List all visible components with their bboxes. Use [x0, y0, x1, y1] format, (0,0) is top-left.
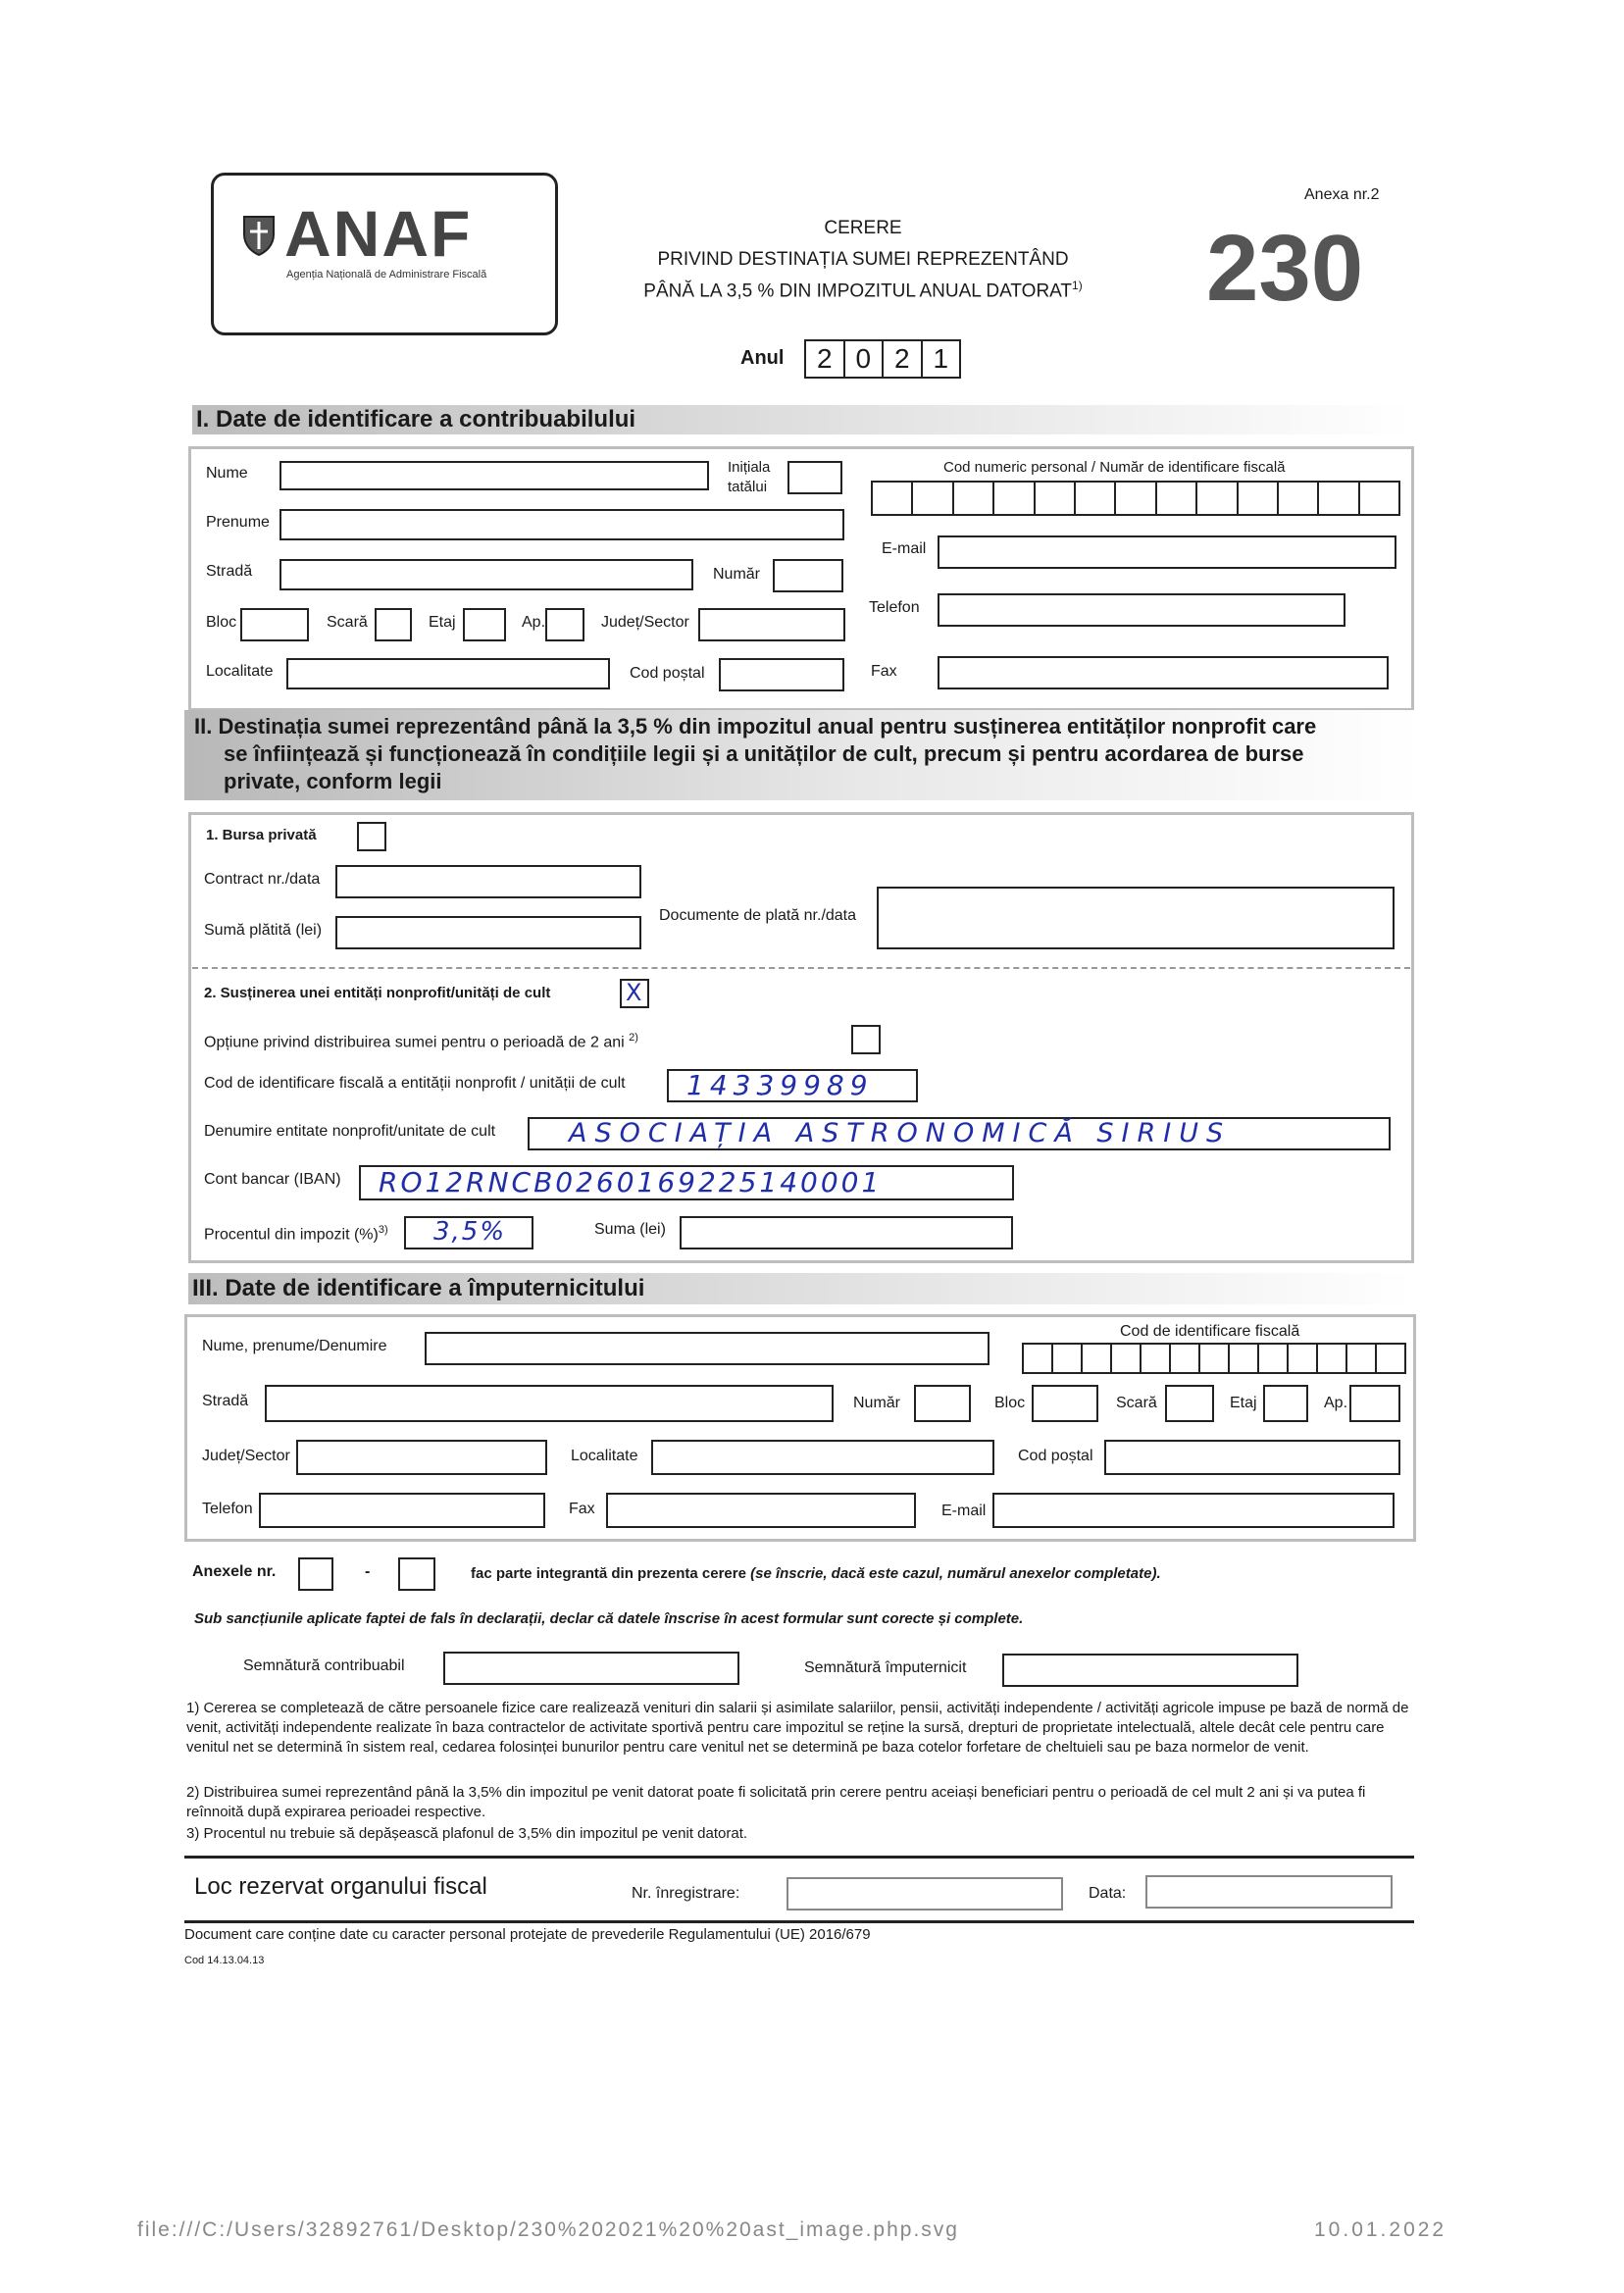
data-field[interactable] [1145, 1875, 1393, 1909]
imp-strada-field[interactable] [265, 1385, 834, 1422]
section2-title-line2: se înființează și funcționează în condițiile legii și a unităților de cult, precum și pentru acordarea de burse [224, 741, 1304, 766]
localitate-label: Localitate [206, 663, 274, 680]
procent-field[interactable] [404, 1216, 533, 1249]
procent-value: 3,5% [433, 1217, 507, 1247]
cif-value: 14339989 [686, 1069, 874, 1101]
sustinere-checkbox[interactable] [620, 979, 649, 1008]
form-code: Cod 14.13.04.13 [184, 1955, 265, 1966]
form-title-line2: PRIVIND DESTINAȚIA SUMEI REPREZENTÂND [657, 249, 1069, 270]
bloc-field[interactable] [240, 608, 309, 641]
annex-label: Anexa nr.2 [1304, 186, 1380, 203]
contract-label: Contract nr./data [204, 871, 321, 888]
imp-cod-postal-field[interactable] [1104, 1440, 1400, 1475]
imp-bloc-label: Bloc [994, 1395, 1026, 1411]
initiala-label: Inițiala [728, 459, 771, 476]
cif-field[interactable] [667, 1069, 918, 1102]
gdpr-notice: Document care conține date cu caracter personal protejate de prevederile Regulamentului (UE) 2016/679 [184, 1926, 871, 1943]
imp-etaj-field[interactable] [1263, 1385, 1308, 1422]
imp-scara-field[interactable] [1165, 1385, 1214, 1422]
imp-cod-postal-label: Cod poștal [1018, 1448, 1093, 1464]
procent-label-wrap [204, 1224, 388, 1244]
semnatura-imputernicit-field[interactable] [1002, 1654, 1298, 1687]
semnatura-contribuabil-label: Semnătură contribuabil [243, 1657, 405, 1674]
fax-label: Fax [871, 663, 897, 680]
year-digit: 2 [806, 341, 845, 377]
scara-label: Scară [327, 614, 368, 631]
imp-telefon-label: Telefon [202, 1501, 253, 1517]
etaj-field[interactable] [463, 608, 506, 641]
anexe-dash: - [365, 1563, 371, 1580]
iban-label: Cont bancar (IBAN) [204, 1171, 341, 1188]
anexele-italic: (se înscrie, dacă este cazul, numărul anexelor completate). [750, 1565, 1161, 1582]
numar-field[interactable] [773, 559, 843, 592]
imp-cif-label: Cod de identificare fiscală [1120, 1323, 1300, 1340]
form-title-line3-wrap [608, 279, 1118, 302]
section3-title: III. Date de identificare a împuternicitului [188, 1273, 1414, 1304]
logo-subtitle: Agenția Națională de Administrare Fiscală [286, 269, 487, 280]
bloc-label: Bloc [206, 614, 237, 631]
cif-label: Cod de identificare fiscală a entității nonprofit / unității de cult [204, 1075, 626, 1092]
imp-judet-label: Județ/Sector [202, 1448, 290, 1464]
ap-field[interactable] [545, 608, 584, 641]
imp-localitate-field[interactable] [651, 1440, 994, 1475]
strada-field[interactable] [279, 559, 693, 590]
logo-text: ANAF [284, 197, 473, 270]
data-label: Data: [1089, 1885, 1127, 1902]
email-label: E-mail [882, 540, 927, 557]
imp-email-label: E-mail [941, 1503, 987, 1519]
nr-inregistrare-field[interactable] [787, 1877, 1063, 1911]
procent-label: Procentul din impozit (%) [204, 1226, 379, 1244]
scan-date-text: 10.01.2022 [1314, 2218, 1447, 2241]
judet-field[interactable] [698, 608, 845, 641]
imp-numar-label: Număr [853, 1395, 901, 1411]
imp-cif-field[interactable] [1022, 1343, 1406, 1374]
prenume-label: Prenume [206, 514, 270, 531]
year-field[interactable] [804, 339, 961, 379]
section2-divider [192, 967, 1410, 969]
ap-label: Ap. [522, 614, 546, 631]
suma-platita-field[interactable] [335, 916, 641, 949]
title-footnote-ref: 1) [1072, 279, 1083, 292]
procent-footnote-ref: 3) [378, 1224, 388, 1236]
form-number: 230 [1206, 216, 1364, 321]
semnatura-contribuabil-field[interactable] [443, 1652, 739, 1685]
year-digit: 0 [845, 341, 885, 377]
cnp-field[interactable] [871, 481, 1400, 516]
imp-strada-label: Stradă [202, 1393, 249, 1409]
year-digit: 2 [884, 341, 923, 377]
cod-postal-field[interactable] [719, 658, 844, 691]
optiune-checkbox[interactable] [851, 1025, 881, 1054]
form-title-line3: PÂNĂ LA 3,5 % DIN IMPOZITUL ANUAL DATORAT [643, 280, 1073, 302]
imp-email-field[interactable] [992, 1493, 1395, 1528]
telefon-field[interactable] [938, 593, 1345, 627]
email-field[interactable] [938, 535, 1396, 569]
imp-ap-label: Ap. [1324, 1395, 1348, 1411]
sustinere-mark: X [626, 979, 642, 1006]
scan-path-text: file:///C:/Users/32892761/Desktop/230%202021%20%20ast_image.php.svg [137, 2218, 959, 2241]
anexele-text-wrap [471, 1565, 1161, 1582]
section1-title: I. Date de identificare a contribuabilului [192, 405, 1414, 434]
etaj-label: Etaj [429, 614, 456, 631]
imp-judet-field[interactable] [296, 1440, 547, 1475]
nume-field[interactable] [279, 461, 709, 490]
suma-platita-label: Sumă plătită (lei) [204, 922, 323, 939]
imp-fax-label: Fax [569, 1501, 595, 1517]
loc-rezervat-label: Loc rezervat organului fiscal [194, 1873, 487, 1900]
nr-inregistrare-label: Nr. înregistrare: [632, 1885, 740, 1902]
anexe-from-field[interactable] [298, 1557, 333, 1591]
denumire-field[interactable] [528, 1117, 1391, 1150]
imp-ap-field[interactable] [1349, 1385, 1400, 1422]
anexele-label: Anexele nr. [192, 1563, 277, 1580]
fiscal-area-bottom-rule [184, 1920, 1414, 1923]
sanctiuni-text: Sub sancțiunile aplicate faptei de fals în declarații, declar că datele înscrise în acest formular sunt corecte și complete. [194, 1610, 1024, 1627]
optiune-label: Opțiune privind distribuirea sumei pentru o perioadă de 2 ani [204, 1034, 625, 1051]
cod-postal-label: Cod poștal [630, 665, 705, 682]
fiscal-area-top-rule [184, 1856, 1414, 1859]
imp-nume-field[interactable] [425, 1332, 990, 1365]
fax-field[interactable] [938, 656, 1389, 689]
anexele-text: fac parte integrantă din prezenta cerere [471, 1565, 746, 1582]
imp-localitate-label: Localitate [571, 1448, 638, 1464]
documente-field[interactable] [877, 887, 1395, 949]
scara-field[interactable] [375, 608, 412, 641]
suma-label: Suma (lei) [594, 1221, 666, 1238]
denumire-label: Denumire entitate nonprofit/unitate de cult [204, 1123, 496, 1140]
year-digit: 1 [933, 343, 949, 374]
numar-label: Număr [713, 566, 761, 583]
suma-field[interactable] [680, 1216, 1013, 1249]
footnote-3: 3) Procentul nu trebuie să depășească plafonul de 3,5% din impozitul pe venit datorat. [186, 1825, 748, 1842]
localitate-field[interactable] [286, 658, 610, 689]
documente-label: Documente de plată nr./data [659, 907, 857, 924]
tatalui-label: tatălui [728, 479, 768, 495]
sustinere-label: 2. Susținerea unei entități nonprofit/unități de cult [204, 985, 551, 1001]
optiune-footnote-ref: 2) [629, 1032, 638, 1044]
iban-value: RO12RNCB0260169225140001 [379, 1166, 883, 1198]
cnp-label: Cod numeric personal / Număr de identificare fiscală [943, 459, 1286, 476]
section2-title-line3: private, conform legii [224, 769, 442, 793]
imp-telefon-field[interactable] [259, 1493, 545, 1528]
section2-title-line1: II. Destinația sumei reprezentând până la 3,5 % din impozitul anual pentru susținerea entităților nonprofit care [194, 714, 1317, 739]
footnote-2: 2) Distribuirea sumei reprezentând până la 3,5% din impozitul pe venit datorat poate fi solicitată prin cerere pentru aceiași beneficiari pentru o perioadă de cel mult 2 ani și va putea fi reînnoită după expirarea perioadei respective. [186, 1784, 1366, 1820]
bursa-checkbox[interactable] [357, 822, 386, 851]
contract-field[interactable] [335, 865, 641, 898]
iban-field[interactable] [359, 1165, 1014, 1200]
imp-nume-label: Nume, prenume/Denumire [202, 1338, 387, 1354]
denumire-value: ASOCIAȚIA ASTRONOMICĂ SIRIUS [569, 1118, 1232, 1148]
imp-etaj-label: Etaj [1230, 1395, 1257, 1411]
form-title-line1: CERERE [824, 218, 902, 238]
telefon-label: Telefon [869, 599, 920, 616]
imp-numar-field[interactable] [914, 1385, 971, 1422]
semnatura-imputernicit-label: Semnătură împuternicit [804, 1659, 967, 1676]
optiune-label-wrap [204, 1032, 638, 1051]
prenume-field[interactable] [279, 509, 844, 540]
imp-scara-label: Scară [1116, 1395, 1157, 1411]
bursa-label: 1. Bursa privată [206, 827, 317, 843]
imp-bloc-field[interactable] [1032, 1385, 1098, 1422]
anexe-to-field[interactable] [398, 1557, 435, 1591]
footnote-1: 1) Cererea se completează de către persoanele fizice care realizează venituri din salarii și asimilate salariilor, pensii, activități independente / activități agricole impuse pe bază de normă de venit, activități independente realizate în baza contractelor de activitate sportivă pentru care impozitul se reține la sursă, drepturi de proprietate intelectuală, altele decât cele pentru care venitul net se determină în sistem real, cedarea folosinței bunurilor pentru care venitul net se determină pe baza cotelor forfetare de cheltuieli sau pe baza normelor de venit. [186, 1700, 1409, 1756]
initiala-field[interactable] [787, 461, 842, 494]
strada-label: Stradă [206, 563, 253, 580]
judet-label: Județ/Sector [601, 614, 689, 631]
year-label: Anul [740, 347, 785, 369]
imp-fax-field[interactable] [606, 1493, 916, 1528]
shield-icon [241, 214, 277, 257]
nume-label: Nume [206, 465, 248, 482]
